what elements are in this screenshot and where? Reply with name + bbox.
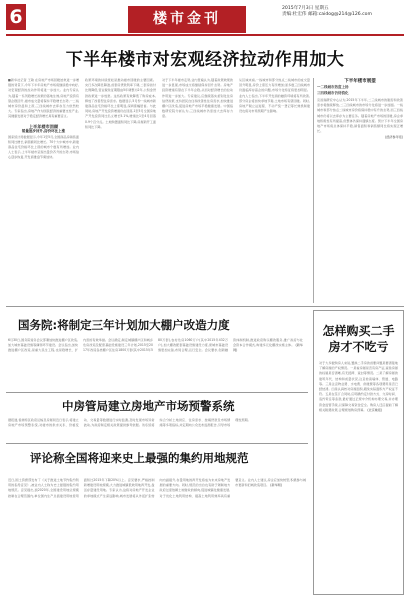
lead-text-4: 对于下半年楼市走势,业内普遍认为,随着政策效果的进一步显现,市场成交将继续保持回升态势。房地产投资增速有望在下半年企稳,从而对经济增长的拉动作用进一步加大。专家建议,应继续落实差别化住房信贷政策,支持居民自住和改善性住房需求,加快推进棚户区改造,促进房地产市场平稳健康发展。中国指数研究院分析认为,三四线城市仍需加大去库存力度。: [162, 78, 233, 119]
header-rule: [6, 34, 404, 36]
outlook-title: 下半年楼市展望: [344, 79, 376, 84]
date-line: 2015年7月3日 星期五: [282, 6, 329, 11]
secondhand-source: (北京晚报): [367, 407, 383, 412]
header-meta: [282, 6, 406, 19]
editor-line: 责编:杜宏伟 邮箱:caidog@214@126.com: [282, 12, 372, 18]
outlook-subhead-2: 三四线城市仍待消化: [317, 90, 349, 95]
land-use-text: [8, 478, 306, 592]
outlook-sidebar: [317, 78, 403, 303]
state-council-text: [8, 338, 303, 388]
outlook-subhead-1: 一二线城市热度上扬: [317, 85, 349, 89]
land-use-source: (新华网): [270, 483, 282, 488]
secondhand-headline: 怎样购买二手房才不吃亏: [322, 324, 395, 354]
section-divider-2: [6, 392, 308, 393]
lead-text-3: 政策环境的持续宽松是推动楼市回暖的主要因素。央行多次降息降准,首套房贷款利率下调,二套房首付比例降低,营业税免征期限由5年调整为2年,公积金贷款政策进一步放宽。这些政策有效降低了购房成本,释放了改善型住房需求。数据显示,5月份一线城市新建商品住宅价格环比上涨明显,深圳涨幅居首。与此同时,房地产开发投资增速仍在回落,1至5月全国房地产开发投资同比名义增长5.1%,增速比1至4月回落0.9个百分点。土地购置面积同比下降,房屋新开工面积同比下降。: [85, 78, 156, 129]
lead-column-2: [85, 78, 156, 303]
warning-system-headline: 中房管局建立房地产市场预警系统: [62, 399, 235, 413]
outlook-source: (经济参考报): [385, 135, 403, 140]
lead-column-3: [162, 78, 233, 303]
state-council-headline: 国务院:将制定三年计划加大棚户改造力度: [18, 318, 230, 332]
lead-subhead: 上半年楼市回顾: [28, 123, 59, 129]
page-number: 6: [6, 4, 26, 30]
lead-text-5: 从区域来看,一线城市和部分热点二线城市的成交量回升明显,房价上涨压力有所增加;而多数三四线城市仍面临库存高企的问题,市场分化特征将更加明显。业内人士指出,下半年开发商的融资环境将有所改善,部分房企将加快拿地节奏,土地市场有望回暖。同时,房地产税立法进程、不动产统一登记等长效机制建设也将对市场预期产生影响。: [239, 78, 310, 114]
outlook-text: 克而瑞研究中心认为,2015年下半年,二三线城市的刚需和改善需求将继续释放,二三四线城市的市场分化将进一步加剧。一线城市和部分热点二线城市房价将保持稳中有升的态势,而三四线城市仍将以去库存为主要任务。随着房地产市场的回暖,房企拿地积极性有所提高,但整体仍保持谨慎态度。预计下半年全国房地产市场将总体保持平稳,销售面积和销售额同比将实现正增长。: [317, 98, 403, 134]
side-divider: [313, 78, 314, 303]
land-use-headline: 评论称全国将迎来史上最强的集约用地规范: [30, 451, 249, 465]
lead-column-1: [8, 78, 79, 303]
lead-subhead-2: 销量逐步回升,房价环比上涨: [21, 129, 66, 134]
state-council-body: 6月30日,国务院常务会议部署加快推进棚户区改造,加大城市基础设施等薄弱环节建设。会议指出,加快推进棚户区改造,是重大民生工程,也是稳增长、扩内需的有效举措。会议确定,制定城镇棚户区和城乡危房改造及配套基础设施建设三年计划,2015至2017年改造各类棚户区住房1800万套(其中2015年580万套),农村危房1060万户(其中2015年432万户),加大棚改配套基础设施建设力度,使城市基础设施更加完备,布局合理,运行安全。会议要求,创新融资体制机制,推进政府购买棚改服务,推广政府与社会资本合作模式,构建多元化棚改实施主体。: [8, 338, 303, 353]
warning-system-text: 据报道,香港特区政府运输及房屋局近日表示,将建立房地产市场预警系统,对楼市的供求关系、价格变动、交易量等数据进行实时监测,及时发现市场异常波动,为政府制定相关政策提供参考依据。该系统将综合分析土地供应、住房需求、按揭贷款及市场情绪等多项指标,并定期向公众发布监测报告,引导市场理性预期。: [8, 418, 251, 428]
state-council-source: (新华网): [233, 343, 303, 353]
secondhand-house-box: [313, 310, 404, 595]
land-use-body: 近日,国土资源部发布了《关于推进土地节约集约利用的指导意见》,被业内人士称为史上最强的集约用地规范。意见提出,到2020年,全国建设用地总规模控制在合理范围内,单位国内生产总值建设用地使用面积比2015年下降20%以上。意见要求,严格控制新增建设用地规模,大力推进城镇低效用地再开发,盘活存量建设用地。专家认为,这将对房地产开发企业的拿地模式产生深远影响,城市发展将从外延扩张转向内涵提升,存量用地的再开发将成为未来房地产发展的重要方向。同时,规范的出台也有助于遏制地方政府过度依赖土地财政的倾向,促进城镇化健康发展,对于优化土地利用结构、提高土地利用效率具有重要意义。业内人士建议,房企应加快转型,积极参与城市更新和旧城改造项目。: [8, 478, 306, 498]
lead-column-4: [239, 78, 310, 303]
section-divider-3: [6, 443, 308, 444]
section-divider-1: [6, 306, 404, 307]
section-title: 楼市金刊: [128, 6, 246, 33]
lead-text-2: 国家统计局数据显示,今年1至5月,全国商品房销售面积同比增长,销售额同比增长。70个大中城市中,新建商品住宅价格环比上涨的城市个数有所增加。业内人士表示,上半年楼市呈现出量价齐升的态势,市场信心逐步恢复,开发商推盘节奏加快。: [8, 134, 79, 160]
secondhand-text: [319, 361, 398, 593]
lead-text-1: ■新华社记者 王敏 在房地产市场回暖迹象进一步增强的背景下,今年下半年房地产市场将继续稳中向好,对宏观经济的拉动作用将进一步加大。业内专家认为,随着一系列稳增长政策的落地生效,房地产投资有望企稳回升,楼市成交量将保持平稳增长态势,一二线城市房价温和上涨,三四线城市去库存压力依然较大。专家指出,房地产作为国民经济的重要支柱产业,其健康发展对于稳定经济增长具有重要意义。: [8, 78, 79, 119]
lead-headline: 下半年楼市对宏观经济拉动作用加大: [65, 50, 345, 70]
secondhand-body: 对于大多数购房人来说,置换二手房的首要问题是要清楚地了解房屋的产权情况。一是看房屋是否有房产证,查验房屋的权属是否清晰,有无抵押、查封等情况。二是了解房屋的建筑年代、结构和质量状况,注意检查墙体、管道、电路等。三是注意物业费、水电费、供暖费等各项费用是否已经结清。四是认真核对房屋面积,避免实际面积与产权证不符。五是在签订合同时,应明确约定付款方式、交房时间、违约责任等条款,最好通过正规中介机构办理交易,并办理资金监管手续,以保障交易资金安全。购房人还应提前了解相关税费政策,合理规划购房预算。: [319, 361, 398, 412]
